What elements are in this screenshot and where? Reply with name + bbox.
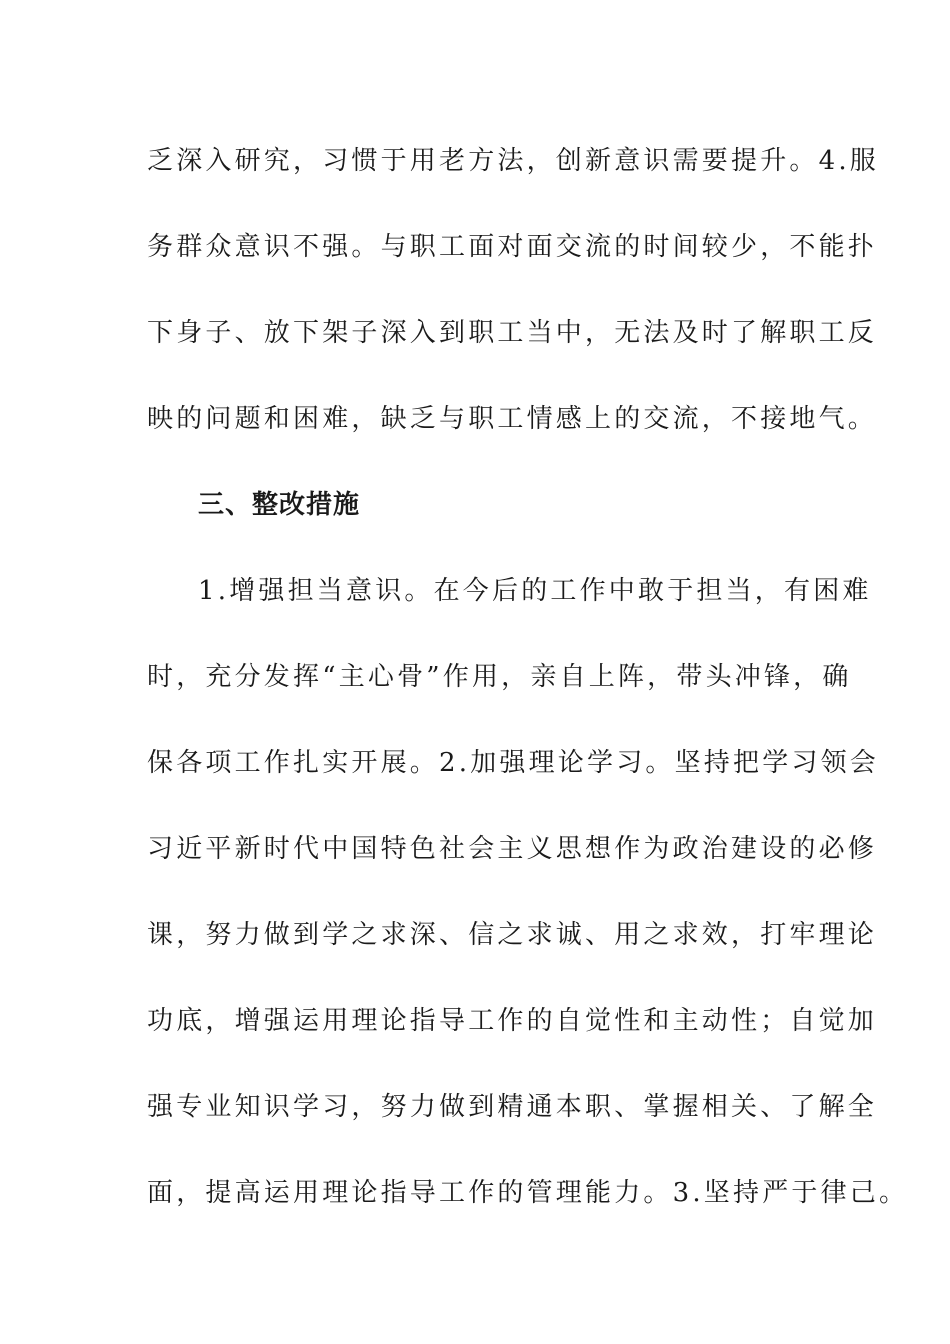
body-line: 习近平新时代中国特色社会主义思想作为政治建设的必修 xyxy=(147,834,878,864)
body-line: 课，努力做到学之求深、信之求诚、用之求效，打牢理论 xyxy=(147,920,878,950)
body-line: 下身子、放下架子深入到职工当中，无法及时了解职工反 xyxy=(147,318,878,348)
body-line: 保各项工作扎实开展。2.加强理论学习。坚持把学习领会 xyxy=(147,748,880,778)
body-line: 映的问题和困难，缺乏与职工情感上的交流，不接地气。 xyxy=(147,404,878,434)
body-line: 乏深入研究，习惯于用老方法，创新意识需要提升。4.服 xyxy=(147,146,880,176)
body-line: 务群众意识不强。与职工面对面交流的时间较少，不能扑 xyxy=(147,232,878,262)
body-line: 时，充分发挥“主心骨”作用，亲自上阵，带头冲锋，确 xyxy=(147,662,852,692)
body-line: 强专业知识学习，努力做到精通本职、掌握相关、了解全 xyxy=(147,1092,878,1122)
section-heading: 三、整改措施 xyxy=(198,490,361,520)
body-line: 1.增强担当意识。在今后的工作中敢于担当，有困难 xyxy=(198,576,872,606)
body-line: 面，提高运用理论指导工作的管理能力。3.坚持严于律己。 xyxy=(147,1178,909,1208)
body-line: 功底，增强运用理论指导工作的自觉性和主动性；自觉加 xyxy=(147,1006,878,1036)
